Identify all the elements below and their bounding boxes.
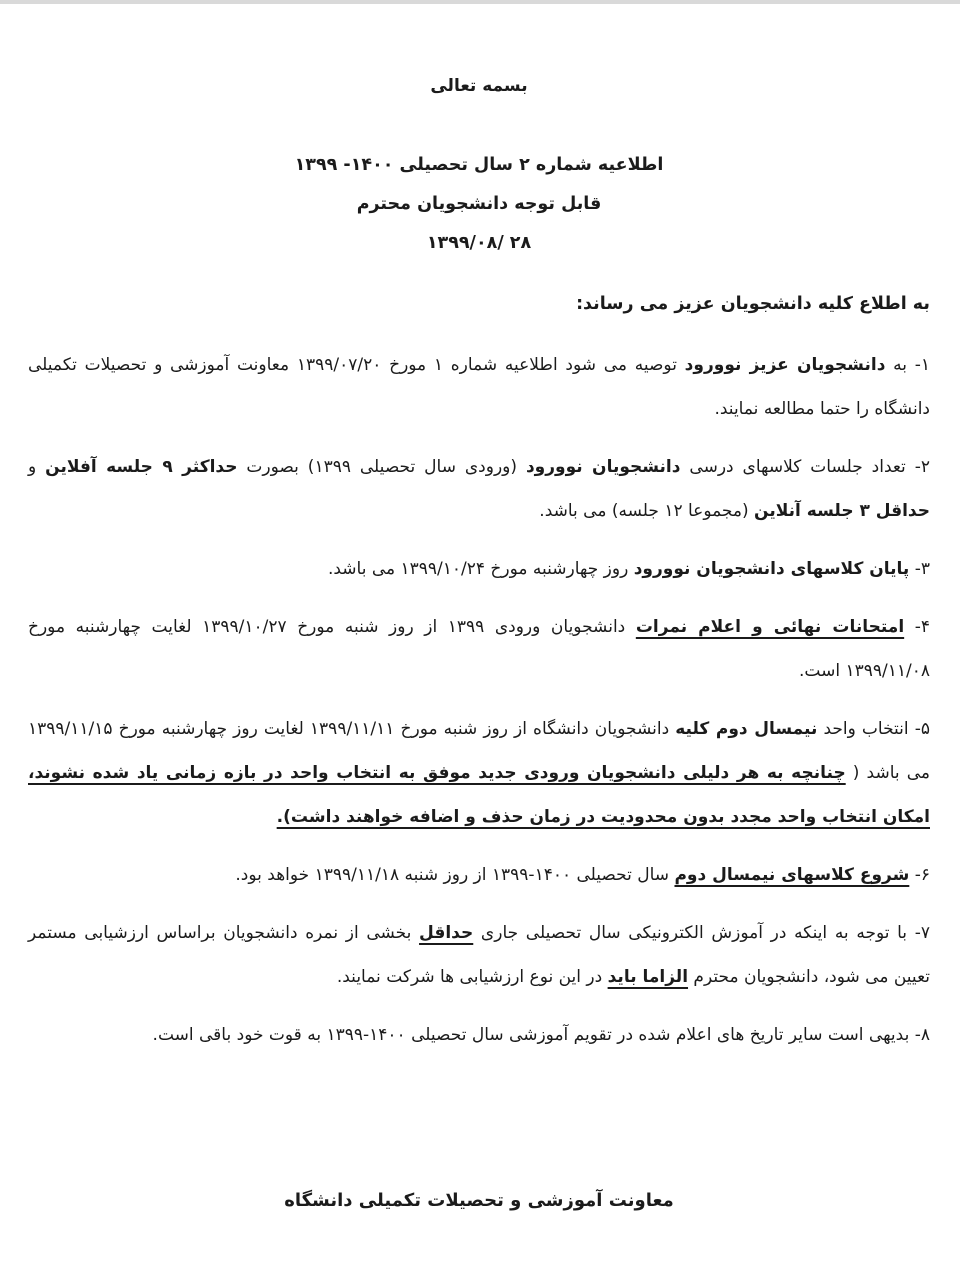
- notice-header: [28, 146, 930, 263]
- text-segment: ۳-: [909, 559, 930, 579]
- text-segment: حداقل ۳ جلسه آنلاین: [754, 501, 930, 521]
- text-segment: امتحانات نهائی و اعلام نمرات: [635, 617, 905, 637]
- intro-line: به اطلاع کلیه دانشجویان عزیز می رساند:: [576, 294, 930, 314]
- text-segment: روز چهارشنبه مورخ ۱۳۹۹/۱۰/۲۴ می باشد.: [327, 559, 634, 579]
- notice-item-2: [28, 445, 930, 533]
- text-segment: ۵- انتخاب واحد: [817, 719, 930, 739]
- text-segment: چنانچه به هر دلیلی دانشجویان ورودی جدید موفق به انتخاب واحد در بازه زمانی یاد شده نشوند، امکان انتخاب واحد مجدد بدون محدودیت در زمان حذف و اضافه خواهند داشت).: [28, 763, 930, 827]
- text-segment: الزاما باید: [607, 967, 689, 987]
- notice-item-7: [28, 911, 930, 999]
- text-segment: بخشی از نمره دانشجویان براساس ارزشیابی مستمر تعیین می شود، دانشجویان محترم: [28, 923, 930, 987]
- text-segment: حداکثر ۹ جلسه آفلاین: [45, 457, 238, 477]
- text-segment: توصیه می شود اطلاعیه شماره ۱ مورخ ۱۳۹۹/۰۷/۲۰ معاونت آموزشی و تحصیلات تکمیلی دانشگاه را حتما مطالعه نمایند.: [28, 355, 930, 419]
- notice-item-8: [28, 1013, 930, 1057]
- text-segment: در این نوع ارزشیابی ها شرکت نمایند.: [336, 967, 608, 987]
- text-segment: پایان کلاسهای دانشجویان نوورود: [633, 559, 910, 579]
- text-segment: ۶-: [909, 865, 930, 885]
- text-segment: ۱- به: [885, 355, 931, 375]
- notice-title: اطلاعیه شماره ۲ سال تحصیلی ۱۴۰۰- ۱۳۹۹: [294, 155, 664, 175]
- notice-item-3: [28, 547, 930, 591]
- notice-subtitle: قابل توجه دانشجویان محترم: [356, 194, 602, 214]
- text-segment: (ورودی سال تحصیلی ۱۳۹۹) بصورت: [237, 457, 526, 477]
- text-segment: حداقل: [419, 923, 474, 943]
- text-segment: ۷- با توجه به اینکه در آموزش الکترونیکی سال تحصیلی جاری: [473, 923, 930, 943]
- notice-items: [28, 343, 930, 1057]
- text-segment: ۲- تعداد جلسات کلاسهای درسی: [680, 457, 930, 477]
- notice-item-5: [28, 707, 930, 839]
- signature-line: معاونت آموزشی و تحصیلات تکمیلی دانشگاه: [284, 1190, 674, 1211]
- text-segment: دانشجویان عزیز نوورود: [684, 355, 886, 375]
- notice-document: [0, 4, 960, 1215]
- notice-item-1: [28, 343, 930, 431]
- text-segment: نیمسال دوم کلیه: [675, 719, 818, 739]
- text-segment: سال تحصیلی ۱۴۰۰-۱۳۹۹ از روز شنبه ۱۳۹۹/۱۱/۱۸ خواهد بود.: [235, 865, 675, 885]
- notice-item-4: [28, 605, 930, 693]
- text-segment: ۸- بدیهی است سایر تاریخ های اعلام شده در تقویم آموزشی سال تحصیلی ۱۴۰۰-۱۳۹۹ به قوت خود باقی است.: [152, 1025, 930, 1045]
- notice-item-6: [28, 853, 930, 897]
- text-segment: دانشجویان دانشگاه از روز شنبه مورخ ۱۳۹۹/۱۱/۱۱ لغایت روز چهارشنبه مورخ ۱۳۹۹/۱۱/۱۵ می باشد (: [28, 719, 931, 783]
- text-segment: (مجموعا ۱۲ جلسه) می باشد.: [539, 501, 755, 521]
- text-segment: دانشجویان نوورود: [525, 457, 681, 477]
- notice-date: ۲۸ /۱۳۹۹/۰۸: [426, 233, 532, 253]
- text-segment: و: [28, 457, 46, 477]
- text-segment: شروع کلاسهای نیمسال دوم: [674, 865, 910, 885]
- text-segment: دانشجویان ورودی ۱۳۹۹ از روز شنبه مورخ ۱۳۹۹/۱۰/۲۷ لغایت چهارشنبه مورخ ۱۳۹۹/۱۱/۰۸ است.: [28, 617, 930, 681]
- text-segment: ۴-: [904, 617, 930, 637]
- besmellah-line: بسمه تعالی: [430, 76, 528, 96]
